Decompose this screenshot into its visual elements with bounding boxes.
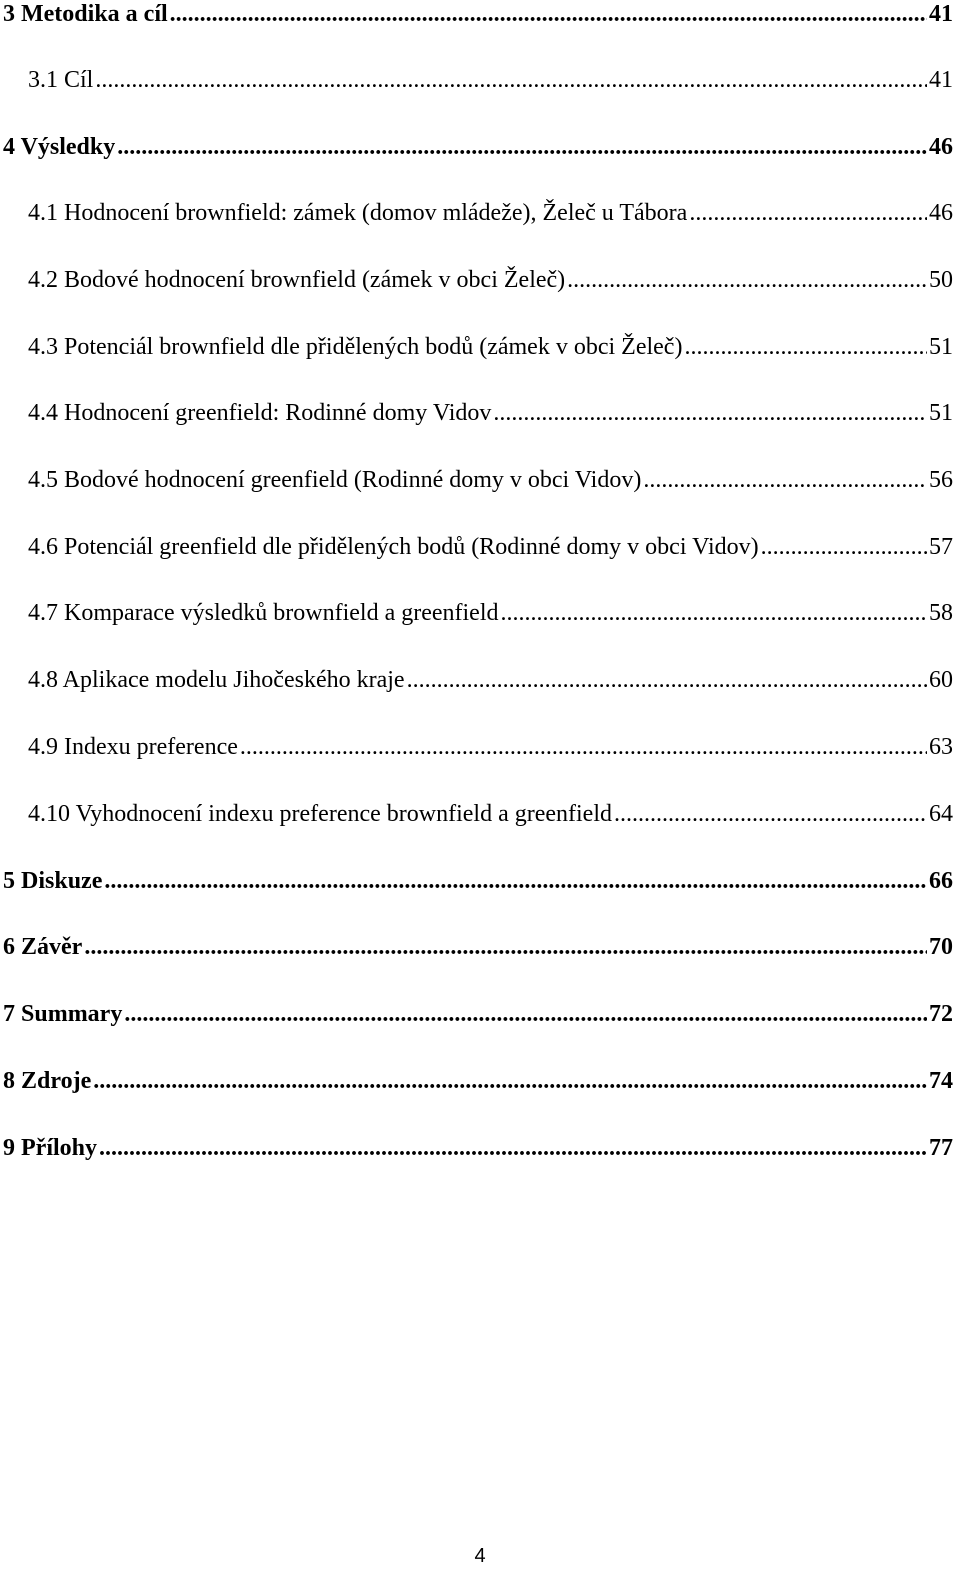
toc-entry-title: 3.1 Cíl xyxy=(28,67,94,93)
toc-entry-title: 4.5 Bodové hodnocení greenfield (Rodinné domy v obci Vidov) xyxy=(28,467,642,493)
toc-entry-title: 4 Výsledky xyxy=(3,134,116,160)
toc-dot-leader xyxy=(493,399,927,427)
toc-dot-leader xyxy=(240,733,927,761)
toc-entry[interactable] xyxy=(28,666,953,694)
toc-entry-title: 4.8 Aplikace modelu Jihočeského kraje xyxy=(28,667,405,693)
toc-entry-title: 4.9 Indexu preference xyxy=(28,734,238,760)
toc-entry-title: 4.6 Potenciál greenfield dle přidělených bodů (Rodinné domy v obci Vidov) xyxy=(28,534,759,560)
toc-entry-title: 4.7 Komparace výsledků brownfield a greenfield xyxy=(28,600,499,626)
toc-entry-page: 46 xyxy=(929,134,953,160)
toc-entry-page: 72 xyxy=(929,1001,953,1027)
toc-entry-page: 66 xyxy=(929,868,953,894)
toc-entry-page: 74 xyxy=(929,1068,953,1094)
toc-dot-leader xyxy=(684,333,927,361)
toc-entry-title: 8 Zdroje xyxy=(3,1068,92,1094)
toc-entry-page: 58 xyxy=(929,600,953,626)
toc-entry-title: 3 Metodika a cíl xyxy=(3,1,168,27)
toc-dot-leader xyxy=(99,1134,927,1162)
toc-entry-title: 4.2 Bodové hodnocení brownfield (zámek v obci Želeč) xyxy=(28,267,566,293)
toc-entry-page: 63 xyxy=(929,734,953,760)
toc-entry-title: 5 Diskuze xyxy=(3,868,103,894)
toc-entry[interactable] xyxy=(28,800,953,828)
toc-entry[interactable] xyxy=(3,933,953,961)
toc-dot-leader xyxy=(761,533,927,561)
toc-dot-leader xyxy=(643,466,927,494)
toc-dot-leader xyxy=(124,1000,927,1028)
toc-entry[interactable] xyxy=(28,533,953,561)
toc-entry-page: 77 xyxy=(929,1135,953,1161)
toc-entry-page: 60 xyxy=(929,667,953,693)
toc-dot-leader xyxy=(93,1067,927,1095)
toc-dot-leader xyxy=(407,666,927,694)
toc-entry[interactable] xyxy=(28,399,953,427)
toc-entry[interactable] xyxy=(3,0,953,28)
toc-entry-page: 51 xyxy=(929,334,953,360)
toc-entry-title: 4.1 Hodnocení brownfield: zámek (domov mládeže), Želeč u Tábora xyxy=(28,200,688,226)
toc-entry[interactable] xyxy=(28,599,953,627)
toc-dot-leader xyxy=(170,0,927,28)
toc-entry-page: 56 xyxy=(929,467,953,493)
toc-entry[interactable] xyxy=(3,867,953,895)
toc-dot-leader xyxy=(104,867,927,895)
toc-dot-leader xyxy=(84,933,927,961)
toc-entry[interactable] xyxy=(28,733,953,761)
toc-entry-page: 41 xyxy=(929,1,953,27)
toc-entry[interactable] xyxy=(3,1134,953,1162)
toc-entry[interactable] xyxy=(28,466,953,494)
toc-entry[interactable] xyxy=(3,1067,953,1095)
page-number: 4 xyxy=(474,1545,486,1567)
toc-dot-leader xyxy=(501,599,928,627)
toc-dot-leader xyxy=(567,266,927,294)
toc-dot-leader xyxy=(117,133,927,161)
toc-entry-title: 4.3 Potenciál brownfield dle přidělených bodů (zámek v obci Želeč) xyxy=(28,334,683,360)
toc-entry-page: 46 xyxy=(929,200,953,226)
toc-entry[interactable] xyxy=(28,199,953,227)
toc-entry-page: 50 xyxy=(929,267,953,293)
toc-entry-title: 4.4 Hodnocení greenfield: Rodinné domy Vidov xyxy=(28,400,492,426)
toc-entry[interactable] xyxy=(28,66,953,94)
toc-entry-page: 51 xyxy=(929,400,953,426)
toc-entry[interactable] xyxy=(3,133,953,161)
toc-entry[interactable] xyxy=(28,333,953,361)
toc-entry-title: 4.10 Vyhodnocení indexu preference brownfield a greenfield xyxy=(28,801,613,827)
toc-dot-leader xyxy=(614,800,927,828)
toc-entry-title: 7 Summary xyxy=(3,1001,123,1027)
toc-dot-leader xyxy=(95,66,927,94)
toc-entry-page: 41 xyxy=(929,67,953,93)
toc-entry[interactable] xyxy=(28,266,953,294)
toc-entry-page: 70 xyxy=(929,934,953,960)
toc-entry-page: 64 xyxy=(929,801,953,827)
toc-entry-title: 9 Přílohy xyxy=(3,1135,97,1161)
toc-entry[interactable] xyxy=(3,1000,953,1028)
toc-entry-title: 6 Závěr xyxy=(3,934,83,960)
toc-entry-page: 57 xyxy=(929,534,953,560)
toc-dot-leader xyxy=(689,199,927,227)
